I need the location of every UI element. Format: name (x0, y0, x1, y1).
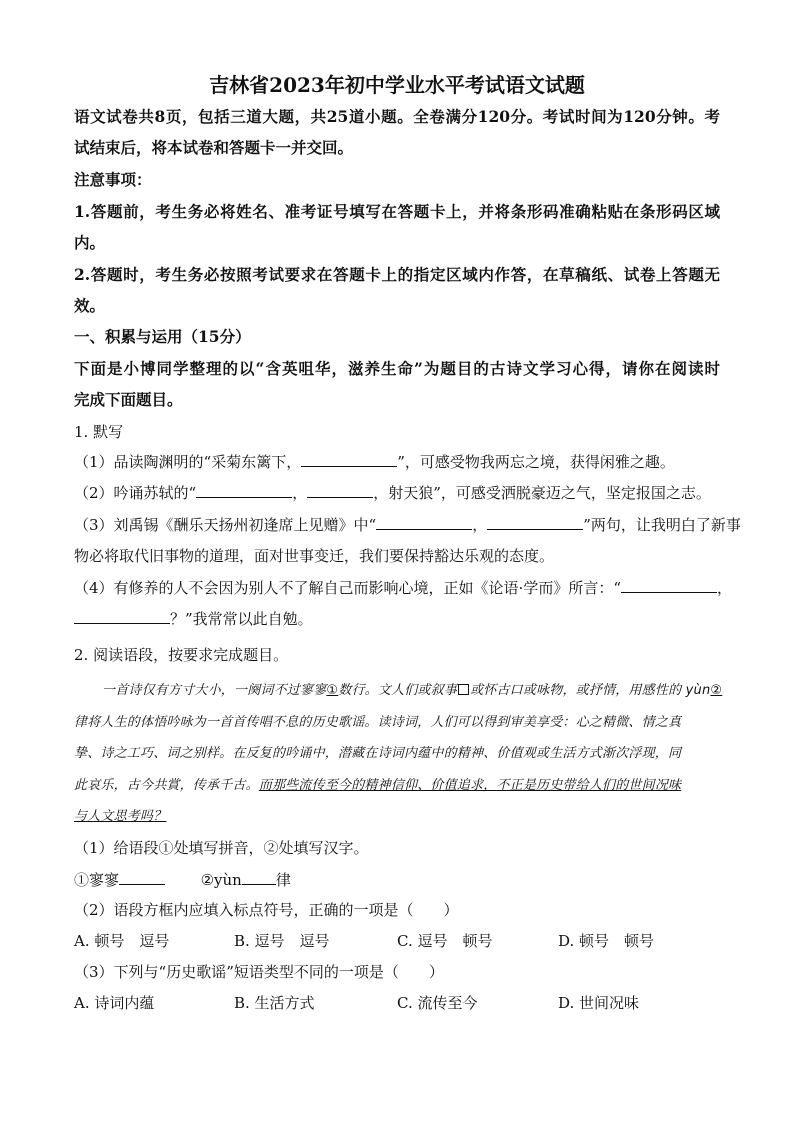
q1-item-2-text-b: ， (292, 484, 308, 502)
q1-item-2-text-c: ，射天狼”，可感受洒脱豪迈之气，坚定报国之志。 (373, 484, 711, 502)
passage-line-5: 与人文思考吗？ (74, 809, 167, 824)
answer-blank[interactable] (301, 452, 397, 467)
answer-blank[interactable] (242, 870, 276, 885)
passage-text: 此哀乐，古今共賞，传承千古。 (74, 778, 259, 793)
q2-heading: 2. 阅读语段，按要求完成题目。 (74, 646, 289, 664)
q1-item-1-text-b: ”，可感受物我两忘之境，获得闲雅之趣。 (397, 453, 675, 471)
q1-item-3-line-2: 物必将取代旧事物的道理，面对世事变迁，我们要保持豁达乐观的态度。 (74, 547, 555, 565)
option-a[interactable]: A. 顿号 逗号 (74, 932, 170, 950)
q1-item-3-text-c: ”两句，让我明白了新事 (583, 516, 741, 534)
option-c[interactable]: C. 逗号 顿号 (397, 932, 493, 950)
answer-blank[interactable] (196, 483, 292, 498)
section-1-lead-1: 下面是小博同学整理的以“含英咀华，滋养生命”为题目的古诗文学习心得，请你在阅读时 (74, 359, 720, 378)
q2-sub-1-blanks (74, 870, 291, 890)
passage-text: 数行。文人们或叙事 (338, 683, 458, 698)
note-2-line-2: 效。 (74, 296, 106, 315)
q1-item-3-text-a: （3）刘禹锡《酬乐天扬州初逢席上见赠》中“ (74, 516, 377, 534)
option-b[interactable]: B. 生活方式 (234, 994, 315, 1012)
q1-item-3-text-b: ， (472, 516, 488, 534)
q1-item-4-line-2 (74, 609, 313, 629)
section-1-heading: 一、积累与运用（15分） (74, 327, 251, 346)
option-b[interactable]: B. 逗号 逗号 (234, 932, 330, 950)
option-d[interactable]: D. 顿号 顿号 (558, 932, 655, 950)
note-2-line-1: 2.答题时，考生务必按照考试要求在答题卡上的指定区域内作答，在草稿纸、试卷上答题无 (74, 265, 720, 284)
q1-item-4-text-c: ？”我常常以此自勉。 (170, 610, 313, 628)
marker-1: ① (326, 683, 339, 698)
answer-blank[interactable] (621, 578, 717, 593)
answer-blank[interactable] (74, 609, 170, 624)
q2-sub-2: （2）语段方框内应填入标点符号，正确的一项是（ ） (74, 901, 459, 919)
passage-underlined-text: 而那些流传至今的精神信仰、价值追求，不正是历史带给人们的世间况味 (258, 778, 682, 793)
option-c[interactable]: C. 流传至今 (397, 994, 478, 1012)
page-title: 吉林省2023年初中学业水平考试语文试题 (209, 73, 585, 97)
q2-sub-3: （3）下列与“历史歌谣”短语类型不同的一项是（ ） (74, 963, 444, 981)
q1-item-1-text-a: （1）品读陶渊明的“采菊东篱下， (74, 453, 302, 471)
option-d[interactable]: D. 世间况味 (558, 994, 640, 1012)
q1-item-4 (74, 578, 732, 598)
answer-blank[interactable] (487, 515, 583, 530)
note-1-line-2: 内。 (74, 233, 106, 252)
q2-sub-1: （1）给语段①处填写拼音，②处填写汉字。 (74, 839, 369, 857)
option-a[interactable]: A. 诗词内蕴 (74, 994, 155, 1012)
notes-heading: 注意事项： (74, 170, 152, 189)
q1-item-4-text-a: （4）有修养的人不会因为别人不了解自己而影响心境，正如《论语·学而》所言：“ (74, 579, 621, 597)
passage-line-2: 律将人生的体悟吟咏为一首首传唱不息的历史歌谣。读诗词，人们可以得到审美享受：心之精微、情之真 (74, 715, 682, 730)
q1-item-2-text-a: （2）吟诵苏轼的“ (74, 484, 197, 502)
blank-2-suffix: 律 (275, 871, 291, 889)
blank-2-label: ②yùn (200, 871, 242, 889)
passage-text: 或怀古口或咏物，或抒情，用感性的 yùn (470, 683, 711, 698)
intro-line-2: 试结束后，将本试卷和答题卡一并交回。 (74, 138, 354, 157)
blank-1-label: ①寥寥 (74, 871, 120, 889)
passage-line-1 (102, 681, 722, 701)
q1-item-1 (74, 452, 675, 472)
q1-item-2 (74, 483, 711, 503)
passage-line-3: 挚、诗之工巧、词之别样。在反复的吟诵中，潜藏在诗词内蕴中的精神、价值观或生活方式渐次浮现，同 (74, 746, 682, 761)
answer-blank[interactable] (376, 515, 472, 530)
marker-2: ② (710, 683, 723, 698)
section-1-lead-2: 完成下面题目。 (74, 390, 183, 409)
passage-line-4 (74, 776, 681, 796)
answer-blank[interactable] (307, 483, 373, 498)
answer-blank[interactable] (119, 870, 165, 885)
q1-item-4-text-b: ， (716, 579, 732, 597)
intro-line-1: 语文试卷共8页，包括三道大题，共25道小题。全卷满分120分。考试时间为120分钟。考 (74, 107, 720, 126)
note-1-line-1: 1.答题前，考生务必将姓名、准考证号填写在答题卡上，并将条形码准确粘贴在条形码区域 (74, 202, 720, 221)
q1-heading: 1. 默写 (74, 423, 124, 441)
punctuation-box (458, 684, 469, 695)
q1-item-3 (74, 515, 741, 535)
passage-text: 一首诗仅有方寸大小，一阕词不过寥寥 (102, 683, 327, 698)
